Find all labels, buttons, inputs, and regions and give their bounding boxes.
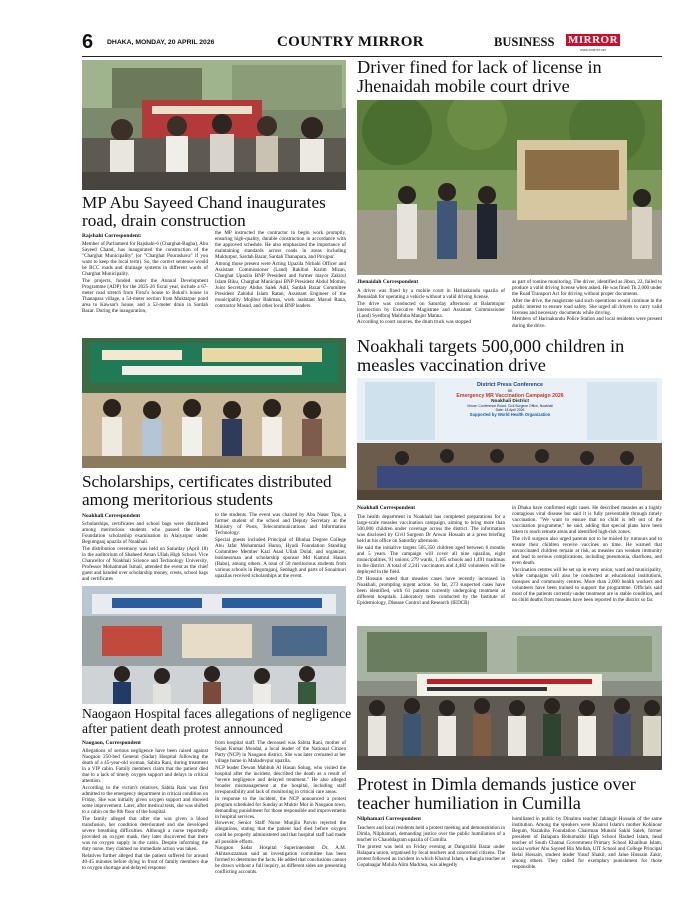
hospital-paragraph: Naogaon Sadar Hospital Superintendent Dr. A.M. Akhtaruzzaman said an investigation committee has been formed to determine the facts. He added that conclusions cannot be drawn without a full inquiry, as different sides are presenting conflicting accounts. (215, 845, 346, 876)
scholarship-paragraph: The distribution ceremony was held on Saturday (April 18) in the auditorium of Shaheed Aman Ullah High School. Vice Chancellor of Noakhali Science and Technology University, Professor Mohammad Ismail, attended the event as the chief guest and handed over scholarship money, crests, school bags and certificates (82, 545, 208, 583)
scholarship-column-2 (215, 512, 346, 583)
scholarship-column-1 (82, 521, 208, 583)
measles-paragraph: He said the initiative targets 505,350 children aged between 6 months and 5 years. The campaign will cover all nine upazilas, eight municipalities, 91 unions, 279 wards, 1,165 schools and 1,491 madrasas in the district. A total of 2,241 vaccinators and 4,482 volunteers will be deployed in the field. (357, 544, 505, 576)
hospital-paragraph: The family alleged that after she was given a blood transfusion, her condition deteriorated and she developed severe breathing difficulties. Although a nurse reportedly provided an oxygen mask, they later discovered that there was no oxygen supply in the cabin. Despite informing the duty nurse, they claimed no immediate action was taken. (82, 815, 208, 852)
mp-column-2 (215, 230, 346, 335)
section-title: COUNTRY MIRROR (277, 34, 424, 50)
hospital-paragraph: Relatives further alleged that the patient suffered for around 40-45 minutes before dying in front of family members due to oxygen shortage and delayed response (82, 852, 208, 871)
scholarship-ceremony-photo (82, 338, 346, 468)
protest-column-2 (512, 816, 662, 895)
hospital-byline: Naogaon, Correspondent (82, 740, 141, 746)
measles-column-2 (512, 505, 662, 621)
hospital-paragraph: from hospital staff. The deceased was Sabita Rani, mother of Sujan Kumar Mondal, a local leader of the National Citizen Party (NCP) in Naogaon district. She was later cremated at her village home in Mahadevpur upazila. (215, 740, 346, 765)
protest-column-1 (357, 825, 505, 895)
mp-column-1 (82, 241, 208, 335)
scholarship-paragraph: Special guests included Principal of Bhulua Degree College Abu Jafar Mohammad Harun, Hyadi Foundation Standing Committee Member Kazi Asad Ullah Dulal, and organizer, businessman and scholarship sponsor Md Kamrul Hasan (Babu), among others. A total of 50 meritorious students from various schools in Begumganj, Senbagh and parts of Sonaimuri upazilas received scholarships at the event. (215, 536, 346, 580)
press-conference-photo (357, 378, 662, 500)
driver-paragraph: A driver was fined by a mobile court in Harinakundu upazila of Jhenaidah for operating a vehicle without a valid driving license. (357, 288, 505, 301)
driver-paragraph: According to court sources, the drum truck was stopped (357, 319, 471, 326)
driver-column-2 (512, 279, 662, 332)
masthead (82, 30, 662, 56)
scholarship-paragraph: to the students. The event was chaired by Abu Naser Tipu, a former student of the school and Deputy Secretary at the Ministry of Posts, Telecommunications and Information Technology. (215, 512, 346, 537)
driver-byline: Jhenaidah Correspondent (357, 279, 419, 285)
banner-line: Noakhali District (491, 399, 529, 404)
measles-headline: Noakhali targets 500,000 children in measles vaccination drive (357, 336, 625, 375)
protest-headline: Protest in Dimla demands justice over teacher humiliation in Cumilla (357, 774, 636, 813)
mp-inauguration-photo (82, 60, 346, 190)
driver-paragraph: After the drive, the magistrate said such operations would continue in the public interest to ensure road safety. She urged all drivers to carry valid licenses and necessary documents while driving. (512, 297, 662, 316)
protest-paragraph: Teachers and local residents held a protest meeting and demonstration in Dimla, Nilphamari, demanding justice over the public humiliation of a teacher in Chauddagram upazila of Cumilla. (357, 825, 505, 844)
measles-paragraph: The civil surgeon also urged parents not to be misled by rumours and to ensure their children receive vaccines on time. He warned that unvaccinated children remain at risk, as measles can weaken immunity and lead to serious complications, including pneumonia, diarrhoea, and even death. (512, 535, 662, 567)
hospital-paragraph: According to the victim's relatives, Sabita Rani was first admitted to the emergency department in critical condition on Friday. She was initially given oxygen support and showed some improvement. Later, after medical tests, she was shifted to a cabin on the 8th floor of the hospital. (82, 784, 208, 816)
banner-line: Date: 18 April 2026 (495, 408, 525, 412)
mobile-court-photo (357, 100, 662, 275)
scholarship-paragraph: Scholarships, certificates and school bags were distributed among meritorious students who passed the Hyadi Foundation scholarship examination in Alaiyarpur under Begumganj upazila of Noakhali. (82, 521, 208, 546)
protest-byline: Nilphamari Correspondent (357, 816, 421, 822)
hospital-paragraph: Allegations of serious negligence have been raised against Naogaon 250-bed General (Sadar) Hospital following the death of a 45-year-old woman, Sabita Rani, during treatment in a VIP cabin. Family members claim that the patient died due to a lack of timely oxygen support and delays in critical attention. (82, 748, 208, 785)
page-number: 6 (82, 31, 94, 53)
banner-line: on (507, 388, 513, 393)
measles-column-1 (357, 514, 505, 621)
hospital-paragraph: In response to the incident, the NCP announced a protest program scheduled for Sunday at Muktir Mor in Naogaon town, demanding punishment for those responsible and improvements in hospital services. (215, 795, 346, 820)
hospital-column-1 (82, 748, 208, 894)
protest-paragraph: humiliated in public by Dinalmu teacher Jahangir Hossain of the same institution. Among the speakers were Khairul Islam's mother Kohinoor Begum, Nazakiha Foundation Chairman Munshi Sakhi Saleh, former president of Balapara Bohumukhi High School Rashed Islam, head teacher of South Chatnai Government Primary School Khatibun Islam, social worker Abu Sayeed Bin Mollah, UIT School and College Principal Belal Hossain, student leader Yusuf Shakil, and Jalue Hossain Zakir, among others. They called for exemplary punishment for those responsible. (512, 816, 662, 871)
driver-column-1 (357, 288, 505, 332)
dateline: DHAKA, MONDAY, 20 APRIL 2026 (107, 39, 215, 46)
measles-paragraph: Dr Hossain noted that measles cases have recently increased in Noakhali, prompting urgent action. So far, 273 suspected cases have been identified, with 61 patients currently undergoing treatment at different hospitals. Laboratory tests conducted by the Institute of Epidemiology, Disease Control and Research (IEDCR) (357, 575, 505, 606)
mp-paragraph: Member of Parliament for Rajshahi-6 (Charghat-Bagha), Abu Sayeed Chand, has inaugurated the construction of the "Charghat Municipality" (or "Charghat Pourashava" if you want to keep the local term). So, the correct sentence would be RCC roads and drainage systems in different wards of Charghat Municipality. (82, 241, 208, 278)
mp-byline: Rajshahi Correspondent: (82, 233, 142, 239)
measles-paragraph: The health department in Noakhali has completed preparations for a large-scale measles vaccination campaign, aiming to bring more than 500,000 children under coverage across the district. The information was disclosed by Civil Surgeon Dr Anwar Hossain at a press briefing held at his office on Saturday afternoon. (357, 514, 505, 545)
driver-paragraph: The drive was conducted on Saturday afternoon at Balamtopur intersection by Executive Magistrate and Assistant Commissioner (Land) Syedbraj Mahfuba Manjur Manna. (357, 300, 505, 319)
mp-headline: MP Abu Sayeed Chand inaugurates road, drain construction (82, 193, 326, 230)
measles-byline: Noakhali Correspondent (357, 505, 416, 511)
protest-paragraph: The protest was held on Friday evening at Dangachhi Bazar under Balapara union, organised by local teachers and concerned citizens. The protest followed an incident in which Khairul Islam, a Bangla teacher at Gopalnagar Mohila Alim Madrasa, was allegedly (357, 843, 505, 868)
banner-line: Supported by World Health Organization (469, 412, 551, 417)
measles-paragraph: Vaccination centres will be set up in every union, ward and municipality, while campaigns will also be conducted at educational institutions, mosques and community centres. More than 2,000 health workers and volunteers have been trained to support the programme. Officials said most of the patients currently under treatment are in stable condition, and no child deaths from measles have been reported in the district so far. (512, 566, 662, 603)
hospital-paragraph: NCP leader Dewan Mahbub Al Hasan Sohag, who visited the hospital after the incident, described the death as a result of "severe negligence and delayed treatment." He also alleged broader mismanagement at the hospital, including staff irresponsibility and lack of monitoring in critical care areas. (215, 764, 346, 795)
hospital-photo (82, 586, 346, 704)
banner-line: District Press Conference (477, 382, 543, 388)
banner-line: Venue: Conference Room, Civil Surgeon Office, Noakhali (467, 404, 553, 408)
brand-business: BUSINESS (494, 35, 555, 49)
banner-line: Emergency MR Vaccination Campaign 2026 (456, 393, 564, 399)
brand-mirror: MIRROR (568, 34, 619, 46)
press-banner (439, 382, 581, 440)
scholarship-byline: Noakhali Correspondent (82, 513, 141, 519)
hospital-column-2 (215, 740, 346, 894)
hospital-paragraph: However, Senior Staff Nurse Munjila Parvin rejected the allegations, stating that the patient had died before oxygen could be properly administered and that hospital staff had made all possible efforts. (215, 820, 346, 845)
measles-paragraph: in Dhaka have confirmed eight cases. He described measles as a highly contagious viral disease but said it is fully preventable through timely vaccination. "We want to ensure that no child is left out of the vaccination programme," he said, adding that special plans have been taken to reach remote areas and identified high-risk zones. (512, 505, 662, 536)
hospital-headline: Naogaon Hospital faces allegations of negligence after patient death protest announced (82, 706, 352, 736)
brand-logo (494, 33, 664, 53)
mp-paragraph: The projects, funded under the Annual Development Programme (ADP) for the 2025-26 fiscal year, include a 67-meter road stretch from Firoz's house to Bokul's house in Thanapara village, a 54-meter section from Muktarpur pond area to Kawsar's house, and a 52-meter drain in Sardah Bazar. During the inauguration, (82, 277, 208, 315)
mp-paragraph: the MP instructed the contractor to begin work promptly, ensuring high-quality, durable construction in accordance with the approved schedule. He also emphasized the importance of maintaining standards across roads in areas including Mukturpur, Sardah Bazar, Sardah Thanapara, and Pirojpur. (215, 230, 346, 261)
driver-paragraph: Members of Harinakundu Police Station and local residents were present during the drive. (512, 316, 662, 329)
scholarship-headline: Scholarships, certificates distributed among meritorious students (82, 472, 332, 509)
protest-photo (357, 626, 662, 770)
brand-url: www.bmirror.net (580, 48, 606, 52)
driver-headline: Driver fined for lack of license in Jhenaidah mobile court drive (357, 57, 602, 96)
driver-paragraph: as part of routine monitoring. The driver, identified as Jibon, 22, failed to produce a valid driving license when asked. He was fined Tk 2,000 under the Road Transport Act for driving without proper documents. (512, 279, 662, 298)
mp-paragraph: Among those present were Acting Upazila Nirbahi Officer and Assistant Commissioner (Land) Rakibul Karim Mizan, Charghat Upazila BNP President and former mayor Zakirul Islam Biku, Charghat Municipal BNP President Abdul Momin, Joint Secretary Abdus Salek Adil, Sardah Bazar Committee President Zahidul Islam Ratan, Assistant Engineer of the municipality Mojibur Rahman, work assistant Masud Rana, contractor Masud, and other local BNP leaders. (215, 260, 346, 310)
